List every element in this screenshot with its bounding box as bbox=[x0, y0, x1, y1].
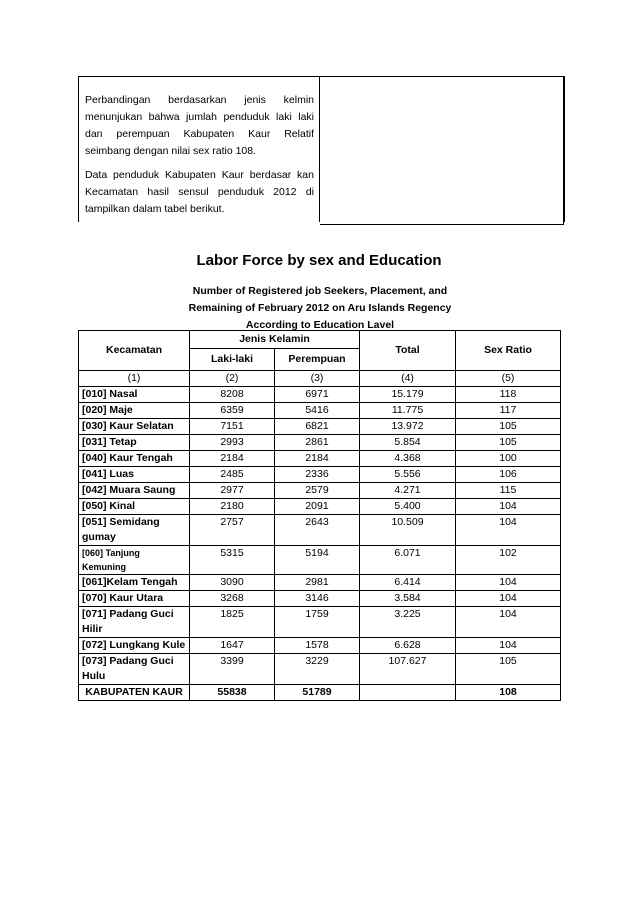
table-row bbox=[79, 499, 561, 515]
index-cell: (4) bbox=[360, 371, 456, 387]
row-laki: 2993 bbox=[190, 435, 275, 451]
row-total: 5.400 bbox=[360, 499, 456, 515]
subtitle-line-1: Number of Registered job Seekers, Placement, and bbox=[192, 285, 448, 297]
row-laki: 8208 bbox=[190, 387, 275, 403]
row-ratio: 115 bbox=[456, 483, 561, 499]
intro-text-cell bbox=[79, 77, 320, 222]
row-total: 3.225 bbox=[360, 607, 456, 638]
row-ratio: 104 bbox=[456, 515, 561, 546]
row-total: 5.556 bbox=[360, 467, 456, 483]
intro-paragraph-1: Perbandingan berdasarkan jenis kelmin menunjukan bahwa jumlah penduduk laki laki dan perempuan Kabupaten Kaur Relatif seimbang dengan nilai sex ratio 108. bbox=[85, 94, 314, 157]
row-name: [010] Nasal bbox=[79, 387, 190, 403]
row-name: [071] Padang Guci Hilir bbox=[79, 607, 190, 638]
row-laki: 2485 bbox=[190, 467, 275, 483]
row-laki: 1647 bbox=[190, 638, 275, 654]
row-name: [041] Luas bbox=[79, 467, 190, 483]
row-ratio: 106 bbox=[456, 467, 561, 483]
index-cell: (2) bbox=[190, 371, 275, 387]
table-title: Labor Force by sex and Education bbox=[196, 252, 442, 269]
table-row bbox=[79, 591, 561, 607]
header-total: Total bbox=[360, 331, 456, 371]
row-name: [060] Tanjung Kemuning bbox=[79, 546, 190, 575]
row-ratio: 118 bbox=[456, 387, 561, 403]
row-ratio: 100 bbox=[456, 451, 561, 467]
row-laki: 2184 bbox=[190, 451, 275, 467]
row-perempuan: 1759 bbox=[275, 607, 360, 638]
row-perempuan: 2981 bbox=[275, 575, 360, 591]
header-perempuan: Perempuan bbox=[275, 349, 360, 371]
row-ratio: 104 bbox=[456, 607, 561, 638]
row-ratio: 102 bbox=[456, 546, 561, 575]
total-total bbox=[360, 685, 456, 701]
row-ratio: 105 bbox=[456, 435, 561, 451]
table-subtitle bbox=[160, 283, 480, 334]
row-name: [040] Kaur Tengah bbox=[79, 451, 190, 467]
row-laki: 2757 bbox=[190, 515, 275, 546]
row-name: [070] Kaur Utara bbox=[79, 591, 190, 607]
table-row bbox=[79, 387, 561, 403]
row-laki: 3268 bbox=[190, 591, 275, 607]
row-total: 10.509 bbox=[360, 515, 456, 546]
row-name: [031] Tetap bbox=[79, 435, 190, 451]
total-perempuan: 51789 bbox=[275, 685, 360, 701]
row-total: 4.368 bbox=[360, 451, 456, 467]
row-perempuan: 5194 bbox=[275, 546, 360, 575]
table-row bbox=[79, 467, 561, 483]
row-name: [030] Kaur Selatan bbox=[79, 419, 190, 435]
table-row bbox=[79, 607, 561, 638]
row-ratio: 105 bbox=[456, 419, 561, 435]
index-cell: (1) bbox=[79, 371, 190, 387]
subtitle-line-3: According to Education Lavel bbox=[245, 319, 395, 331]
table-row bbox=[79, 403, 561, 419]
table-row bbox=[79, 419, 561, 435]
table-row bbox=[79, 483, 561, 499]
header-jenis-kelamin: Jenis Kelamin bbox=[190, 331, 360, 349]
row-total: 13.972 bbox=[360, 419, 456, 435]
row-laki: 7151 bbox=[190, 419, 275, 435]
subtitle-line-2: Remaining of February 2012 on Aru Islands Regency bbox=[188, 302, 452, 314]
row-total: 6.414 bbox=[360, 575, 456, 591]
row-ratio: 105 bbox=[456, 654, 561, 685]
row-laki: 2180 bbox=[190, 499, 275, 515]
row-perempuan: 3229 bbox=[275, 654, 360, 685]
table-row bbox=[79, 638, 561, 654]
row-total: 5.854 bbox=[360, 435, 456, 451]
row-perempuan: 6971 bbox=[275, 387, 360, 403]
table-row bbox=[79, 654, 561, 685]
labor-force-table bbox=[78, 330, 561, 701]
total-laki: 55838 bbox=[190, 685, 275, 701]
table-row bbox=[79, 515, 561, 546]
table-row bbox=[79, 546, 561, 575]
table-row bbox=[79, 575, 561, 591]
row-name: [073] Padang Guci Hulu bbox=[79, 654, 190, 685]
total-name: KABUPATEN KAUR bbox=[79, 685, 190, 701]
row-perempuan: 6821 bbox=[275, 419, 360, 435]
table-row bbox=[79, 435, 561, 451]
row-name: [020] Maje bbox=[79, 403, 190, 419]
total-ratio: 108 bbox=[456, 685, 561, 701]
row-perempuan: 2579 bbox=[275, 483, 360, 499]
intro-paragraph-2: Data penduduk Kabupaten Kaur berdasar kan Kecamatan hasil sensul penduduk 2012 di tampilkan dalam tabel berikut. bbox=[85, 169, 314, 215]
row-name: [061]Kelam Tengah bbox=[79, 575, 190, 591]
row-ratio: 104 bbox=[456, 499, 561, 515]
row-laki: 3090 bbox=[190, 575, 275, 591]
intro-box bbox=[78, 76, 565, 222]
row-ratio: 104 bbox=[456, 575, 561, 591]
header-kecamatan: Kecamatan bbox=[79, 331, 190, 371]
row-total: 6.628 bbox=[360, 638, 456, 654]
header-sex-ratio: Sex Ratio bbox=[456, 331, 561, 371]
row-laki: 1825 bbox=[190, 607, 275, 638]
row-ratio: 104 bbox=[456, 638, 561, 654]
row-laki: 2977 bbox=[190, 483, 275, 499]
row-name: [072] Lungkang Kule bbox=[79, 638, 190, 654]
row-perempuan: 1578 bbox=[275, 638, 360, 654]
intro-empty-cell bbox=[320, 77, 564, 225]
row-total: 15.179 bbox=[360, 387, 456, 403]
row-ratio: 104 bbox=[456, 591, 561, 607]
row-name: [051] Semidang gumay bbox=[79, 515, 190, 546]
row-ratio: 117 bbox=[456, 403, 561, 419]
row-laki: 3399 bbox=[190, 654, 275, 685]
row-name: [042] Muara Saung bbox=[79, 483, 190, 499]
row-perempuan: 2336 bbox=[275, 467, 360, 483]
row-laki: 6359 bbox=[190, 403, 275, 419]
index-cell: (3) bbox=[275, 371, 360, 387]
row-perempuan: 2184 bbox=[275, 451, 360, 467]
row-perempuan: 2861 bbox=[275, 435, 360, 451]
row-laki: 5315 bbox=[190, 546, 275, 575]
row-total: 11.775 bbox=[360, 403, 456, 419]
table-row bbox=[79, 451, 561, 467]
total-row bbox=[79, 685, 561, 701]
row-total: 6.071 bbox=[360, 546, 456, 575]
index-cell: (5) bbox=[456, 371, 561, 387]
row-perempuan: 5416 bbox=[275, 403, 360, 419]
row-perempuan: 3146 bbox=[275, 591, 360, 607]
row-total: 107.627 bbox=[360, 654, 456, 685]
row-total: 3.584 bbox=[360, 591, 456, 607]
row-total: 4.271 bbox=[360, 483, 456, 499]
row-perempuan: 2091 bbox=[275, 499, 360, 515]
index-row bbox=[79, 371, 561, 387]
header-laki-laki: Laki-laki bbox=[190, 349, 275, 371]
row-name: [050] Kinal bbox=[79, 499, 190, 515]
row-perempuan: 2643 bbox=[275, 515, 360, 546]
